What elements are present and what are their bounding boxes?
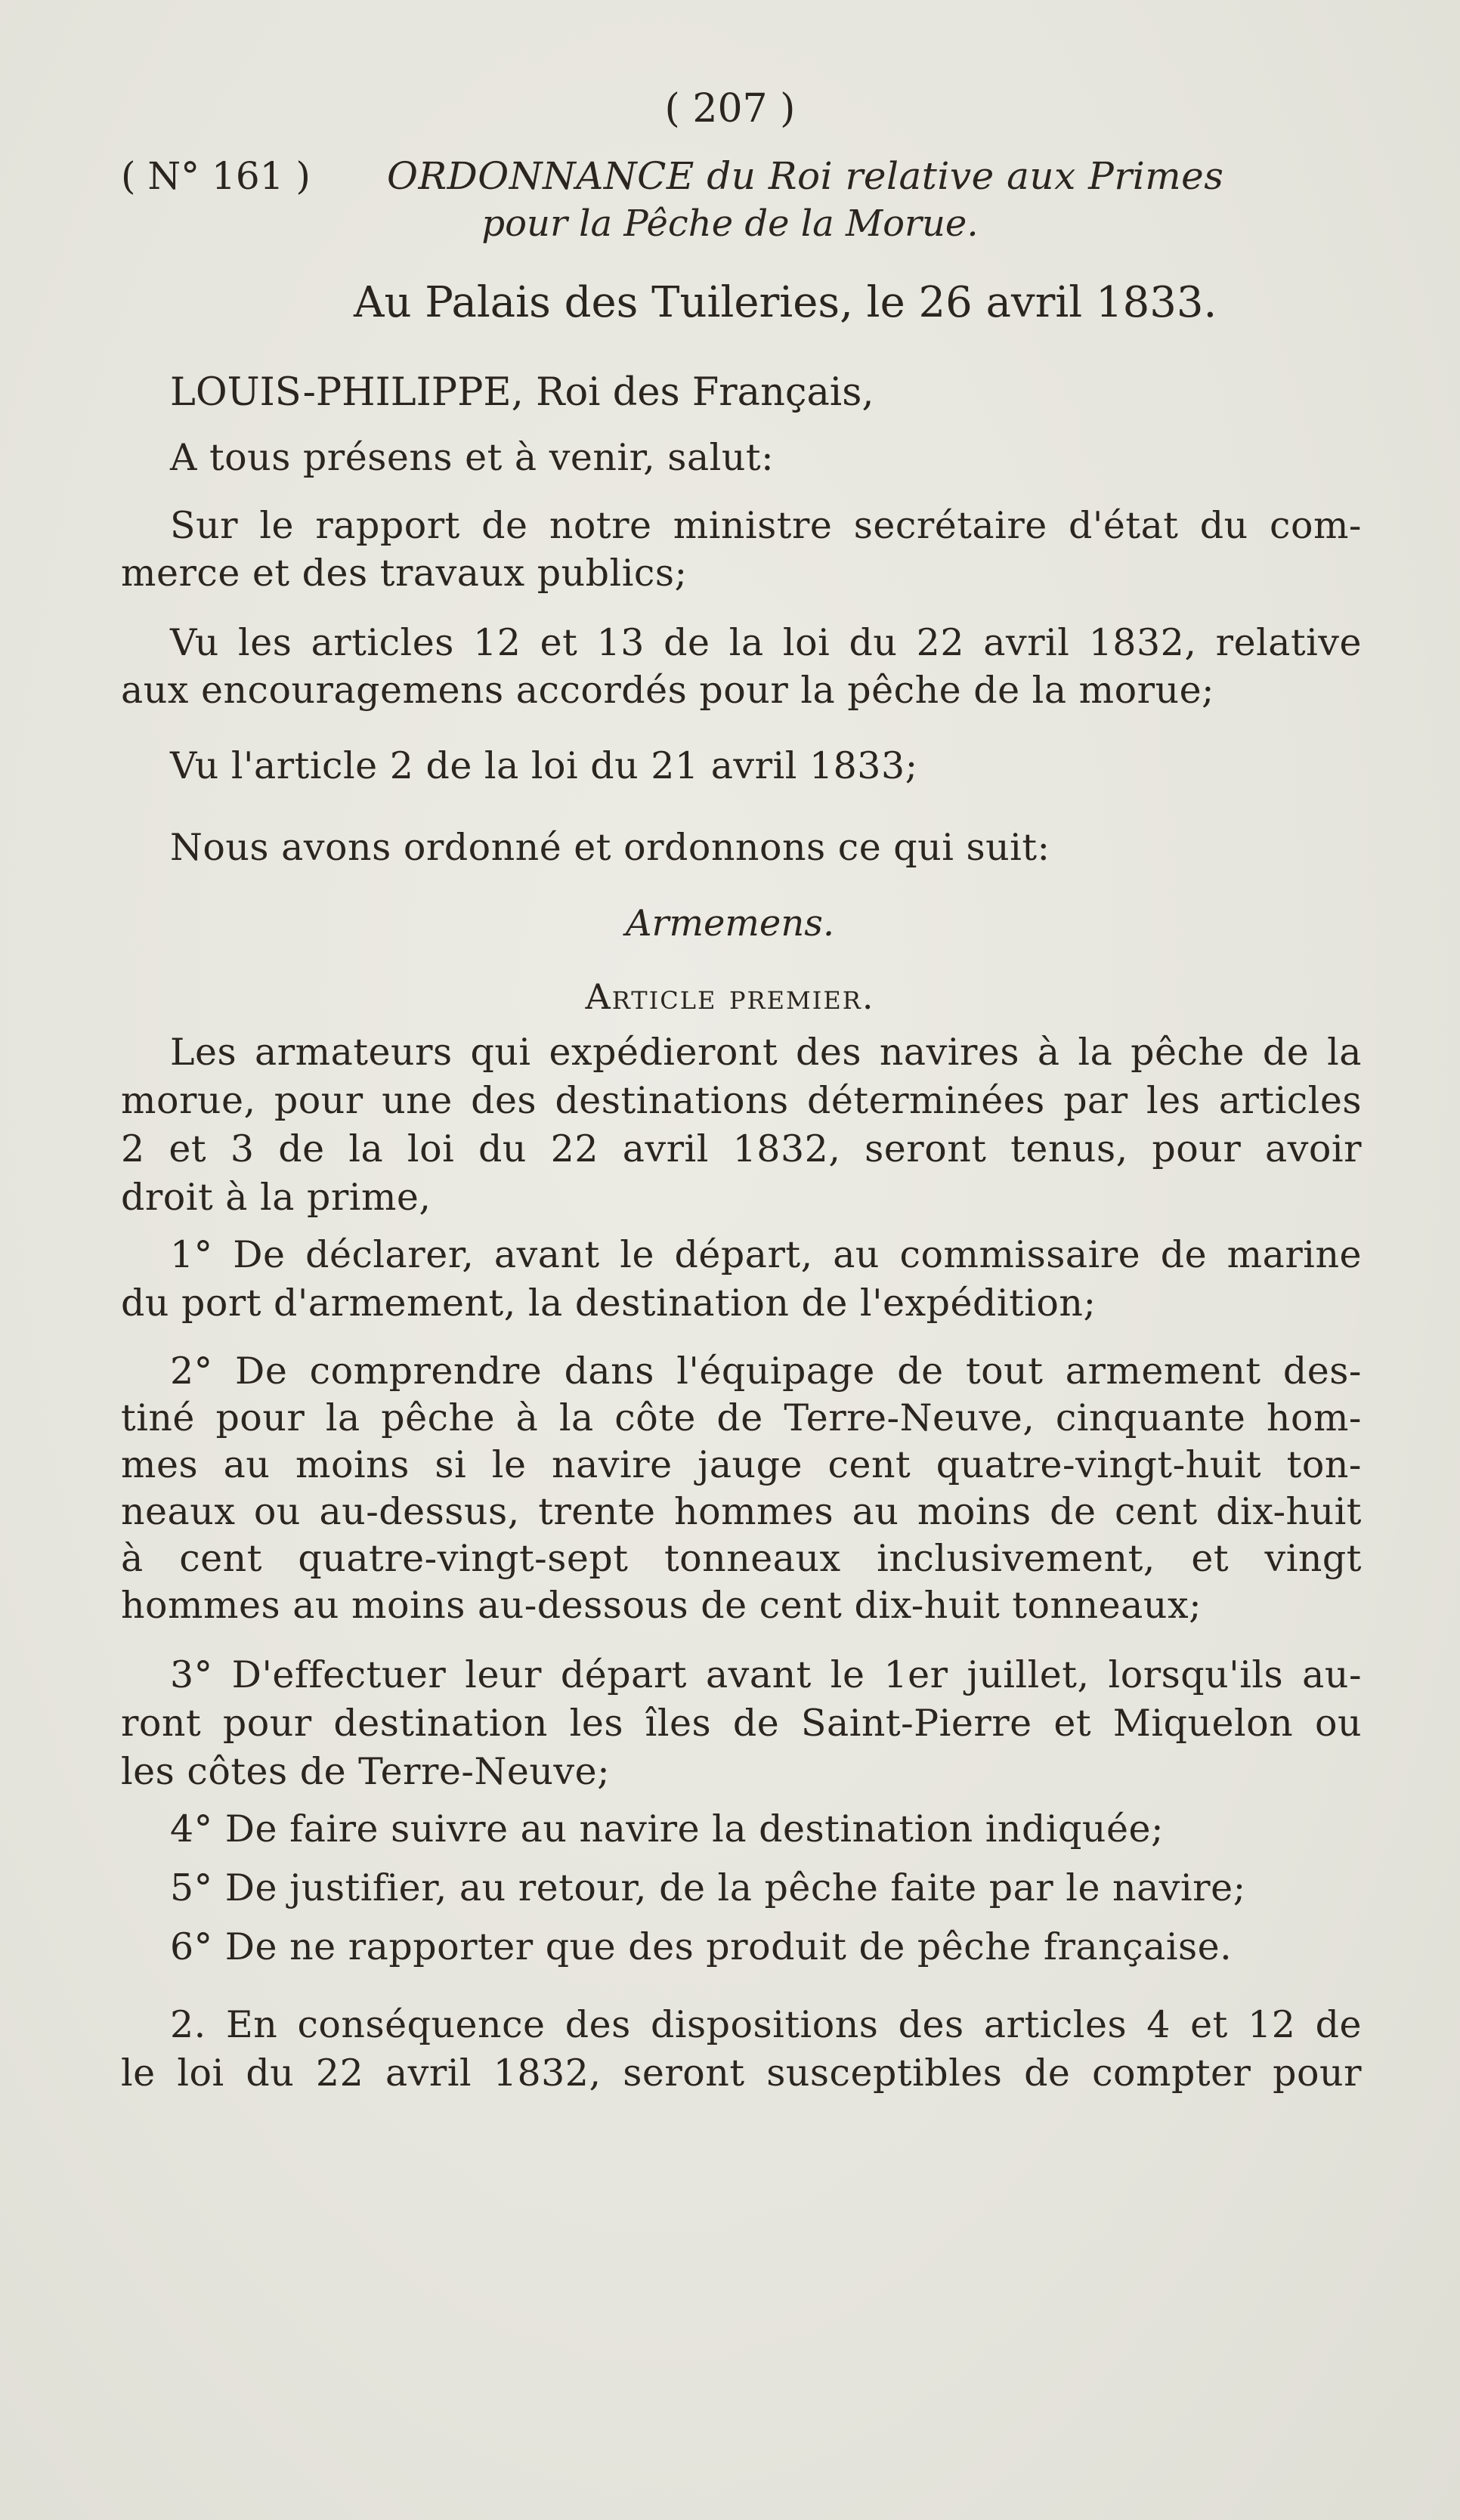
section-heading: Armemens. [625, 902, 835, 945]
article1-item-line: ront pour destination les îles de Saint-Pierre et Miquelon ou [121, 1702, 1362, 1745]
article2-line: le loi du 22 avril 1832, seront susceptibles de compter pour [121, 2052, 1362, 2095]
preamble-line: Sur le rapport de notre ministre secrétaire d'état du com- [170, 504, 1362, 547]
preamble-line: merce et des travaux publics; [121, 552, 688, 595]
article1-line: Les armateurs qui expédieront des navires à la pêche de la [170, 1031, 1362, 1074]
article1-item-line: 6° De ne rapporter que des produit de pêche française. [170, 1925, 1233, 1968]
salutation: A tous présens et à venir, salut: [170, 436, 775, 479]
preamble-line: Vu les articles 12 et 13 de la loi du 22 avril 1832, relative [170, 621, 1362, 664]
article1-item-line: 5° De justifier, au retour, de la pêche faite par le navire; [170, 1866, 1246, 1909]
article1-item-line: mes au moins si le navire jauge cent quatre-vingt-huit ton- [121, 1443, 1362, 1486]
article1-item-line: du port d'armement, la destination de l'expédition; [121, 1282, 1097, 1325]
page-number: ( 207 ) [664, 86, 796, 131]
king-name: LOUIS-PHILIPPE, Roi des Français, [170, 370, 874, 415]
article1-item-line: à cent quatre-vingt-sept tonneaux inclusivement, et vingt [121, 1537, 1362, 1580]
preamble-line: Vu l'article 2 de la loi du 21 avril 1833; [170, 744, 918, 787]
article1-line: 2 et 3 de la loi du 22 avril 1832, seront tenus, pour avoir [121, 1127, 1362, 1170]
article1-item-line: tiné pour la pêche à la côte de Terre-Neuve, cinquante hom- [121, 1396, 1362, 1439]
article1-item-line: 1° De déclarer, avant le départ, au commissaire de marine [170, 1233, 1362, 1276]
article1-line: morue, pour une des destinations déterminées par les articles [121, 1079, 1362, 1122]
article2-line: 2. En conséquence des dispositions des articles 4 et 12 de [170, 2003, 1362, 2046]
article1-item-line: 4° De faire suivre au navire la destination indiquée; [170, 1807, 1164, 1851]
article1-item-line: neaux ou au-dessus, trente hommes au moins de cent dix-huit [121, 1490, 1362, 1533]
article1-item-line: hommes au moins au-dessous de cent dix-huit tonneaux; [121, 1584, 1202, 1627]
article1-item-line: les côtes de Terre-Neuve; [121, 1750, 611, 1793]
article1-item-line: 3° D'effectuer leur départ avant le 1er juillet, lorsqu'ils au- [170, 1653, 1362, 1696]
preamble-line: aux encouragemens accordés pour la pêche de la morue; [121, 669, 1215, 712]
dateline: Au Palais des Tuileries, le 26 avril 1833. [354, 278, 1217, 327]
article1-line: droit à la prime, [121, 1176, 432, 1219]
article-heading: Article premier. [585, 976, 875, 1017]
ordinance-title-line1: ORDONNANCE du Roi relative aux Primes [387, 154, 1224, 198]
ordinance-number: ( N° 161 ) [121, 154, 311, 198]
decree-statement: Nous avons ordonné et ordonnons ce qui suit: [170, 826, 1050, 869]
article1-item-line: 2° De comprendre dans l'équipage de tout armement des- [170, 1350, 1362, 1393]
ordinance-title-line2: pour la Pêche de la Morue. [481, 203, 979, 245]
